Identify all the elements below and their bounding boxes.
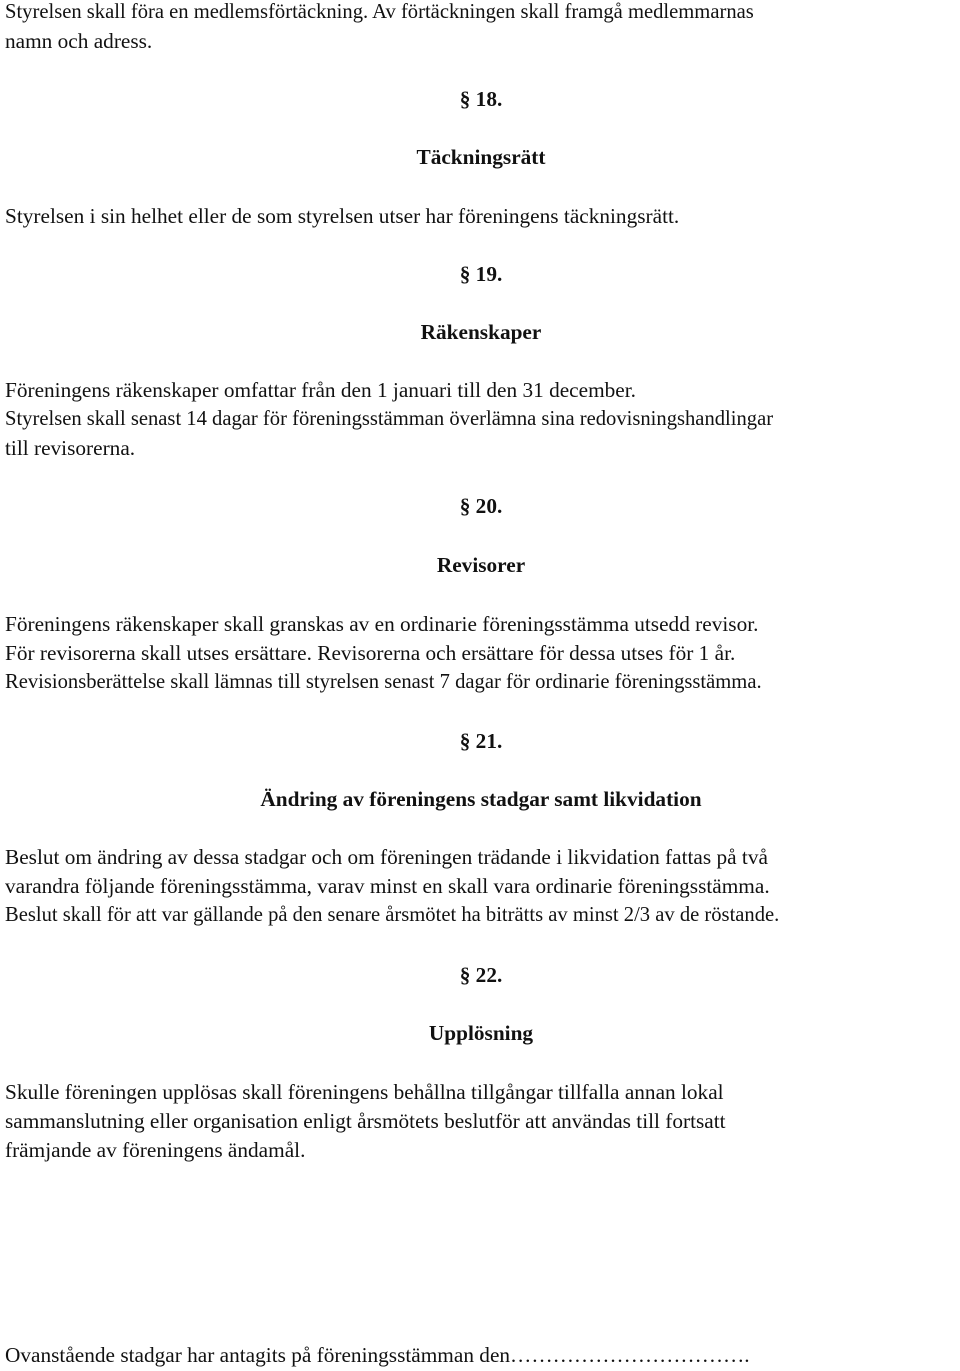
section-21-line-1: Beslut om ändring av dessa stadgar och om föreningen trädande i likvidation fattas på två — [5, 845, 768, 869]
section-21-title: Ändring av föreningens stadgar samt likvidation — [260, 787, 702, 811]
section-20-line-1: Föreningens räkenskaper skall granskas av en ordinarie föreningsstämma utsedd revisor. — [5, 612, 759, 636]
section-19-line-3: till revisorerna. — [5, 436, 136, 460]
section-18-number: § 18. — [459, 87, 503, 111]
section-21-line-2: varandra följande föreningsstämma, varav minst en skall vara ordinarie föreningsstämma. — [5, 874, 770, 898]
section-20-title: Revisorer — [436, 553, 526, 577]
section-19-line-2: Styrelsen skall senast 14 dagar för föreningsstämman överlämna sina redovisningshandlingar — [5, 408, 774, 430]
intro-line-2: namn och adress. — [5, 29, 153, 53]
section-21-number: § 21. — [459, 729, 503, 753]
section-20-line-2: För revisorerna skall utses ersättare. Revisorerna och ersättare för dessa utses för 1 år. — [5, 641, 736, 665]
section-22-number: § 22. — [459, 963, 503, 987]
section-18-line-1: Styrelsen i sin helhet eller de som styrelsen utser har föreningens täckningsrätt. — [5, 204, 680, 228]
section-19-line-1: Föreningens räkenskaper omfattar från den 1 januari till den 31 december. — [5, 378, 636, 402]
intro-line-1: Styrelsen skall föra en medlemsförtäckning. Av förtäckningen skall framgå medlemmarnas — [5, 1, 754, 23]
section-19-title: Räkenskaper — [420, 320, 542, 344]
section-22-line-2: sammanslutning eller organisation enligt årsmötets beslutför att användas till fortsatt — [5, 1109, 726, 1133]
section-18-title: Täckningsrätt — [416, 145, 546, 169]
section-19-number: § 19. — [459, 262, 503, 286]
adoption-statement: Ovanstående stadgar har antagits på föreningsstämman den……………………………. — [5, 1343, 750, 1367]
section-20-line-3: Revisionsberättelse skall lämnas till styrelsen senast 7 dagar för ordinarie föreningsstämma. — [5, 671, 762, 693]
section-22-line-1: Skulle föreningen upplösas skall föreningens behållna tillgångar tillfalla annan lokal — [5, 1080, 724, 1104]
section-20-number: § 20. — [459, 494, 503, 518]
section-21-line-3: Beslut skall för att var gällande på den senare årsmötet ha biträtts av minst 2/3 av de röstande. — [5, 904, 780, 926]
section-22-line-3: främjande av föreningens ändamål. — [5, 1138, 306, 1162]
section-22-title: Upplösning — [428, 1021, 534, 1045]
